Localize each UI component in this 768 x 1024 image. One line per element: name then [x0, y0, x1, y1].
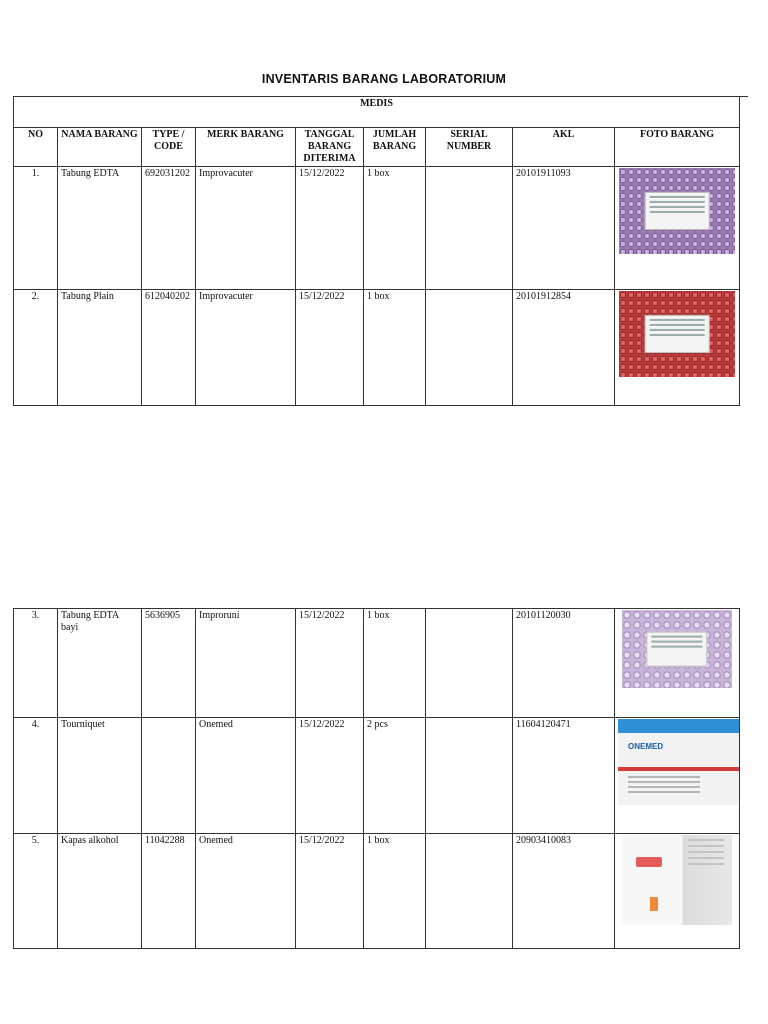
- row-no: 2.: [14, 290, 58, 406]
- tourniquet-box-photo: [618, 719, 740, 805]
- table-row: [14, 290, 740, 406]
- col-header-tanggal: TANGGAL BARANG DITERIMA: [296, 128, 364, 167]
- row-nama: Tabung EDTA: [58, 167, 142, 290]
- row-no: 3.: [14, 609, 58, 718]
- col-header-no: NO: [14, 128, 58, 167]
- table-row: [14, 834, 740, 949]
- row-merk: Improruni: [196, 609, 296, 718]
- row-jumlah: 1 box: [364, 609, 426, 718]
- row-photo-cell: [615, 834, 740, 949]
- col-header-type: TYPE / CODE: [142, 128, 196, 167]
- row-merk: Onemed: [196, 834, 296, 949]
- row-merk: Onemed: [196, 718, 296, 834]
- row-tanggal: 15/12/2022: [296, 290, 364, 406]
- purple-cap-tube-rack-photo: [619, 168, 735, 254]
- red-cap-tube-rack-photo: [619, 291, 735, 377]
- row-tanggal: 15/12/2022: [296, 609, 364, 718]
- row-type-code: 5636905: [142, 609, 196, 718]
- row-akl: 20903410083: [513, 834, 615, 949]
- row-type-code: 11042288: [142, 834, 196, 949]
- small-purple-tubes-photo: [622, 610, 732, 688]
- col-header-merk: MERK BARANG: [196, 128, 296, 167]
- row-akl: 20101912854: [513, 290, 615, 406]
- row-tanggal: 15/12/2022: [296, 718, 364, 834]
- row-type-code: [142, 718, 196, 834]
- row-type-code: 612040202: [142, 290, 196, 406]
- row-jumlah: 1 box: [364, 167, 426, 290]
- row-photo-cell: [615, 290, 740, 406]
- row-nama: Tabung EDTA bayi: [58, 609, 142, 718]
- inventory-table-page-1: [13, 96, 740, 406]
- row-serial: [426, 290, 513, 406]
- row-serial: [426, 834, 513, 949]
- row-type-code: 692031202: [142, 167, 196, 290]
- section-heading: MEDIS: [14, 97, 740, 128]
- row-no: 5.: [14, 834, 58, 949]
- col-header-foto: FOTO BARANG: [615, 128, 740, 167]
- row-merk: Improvacuter: [196, 167, 296, 290]
- row-nama: Tourniquet: [58, 718, 142, 834]
- row-no: 1.: [14, 167, 58, 290]
- alcohol-swab-box-photo: [622, 835, 732, 925]
- document-title: INVENTARIS BARANG LABORATORIUM: [261, 72, 507, 86]
- row-jumlah: 1 box: [364, 290, 426, 406]
- row-nama: Tabung Plain: [58, 290, 142, 406]
- col-header-jumlah: JUMLAH BARANG: [364, 128, 426, 167]
- row-serial: [426, 609, 513, 718]
- row-photo-cell: [615, 609, 740, 718]
- table-row: [14, 718, 740, 834]
- col-header-nama: NAMA BARANG: [58, 128, 142, 167]
- row-nama: Kapas alkohol: [58, 834, 142, 949]
- table-row: [14, 609, 740, 718]
- row-serial: [426, 167, 513, 290]
- row-jumlah: 1 box: [364, 834, 426, 949]
- row-photo-cell: [615, 718, 740, 834]
- row-akl: 11604120471: [513, 718, 615, 834]
- table-row: [14, 167, 740, 290]
- tourniquet-brand-logo: ONEMED: [628, 742, 664, 751]
- row-tanggal: 15/12/2022: [296, 834, 364, 949]
- col-header-serial: SERIAL NUMBER: [426, 128, 513, 167]
- row-photo-cell: [615, 167, 740, 290]
- row-tanggal: 15/12/2022: [296, 167, 364, 290]
- row-akl: 20101911093: [513, 167, 615, 290]
- column-header-row: [14, 128, 740, 167]
- row-merk: Improvacuter: [196, 290, 296, 406]
- inventory-table-page-2: [13, 608, 740, 949]
- row-serial: [426, 718, 513, 834]
- row-jumlah: 2 pcs: [364, 718, 426, 834]
- row-akl: 20101120030: [513, 609, 615, 718]
- row-no: 4.: [14, 718, 58, 834]
- col-header-akl: AKL: [513, 128, 615, 167]
